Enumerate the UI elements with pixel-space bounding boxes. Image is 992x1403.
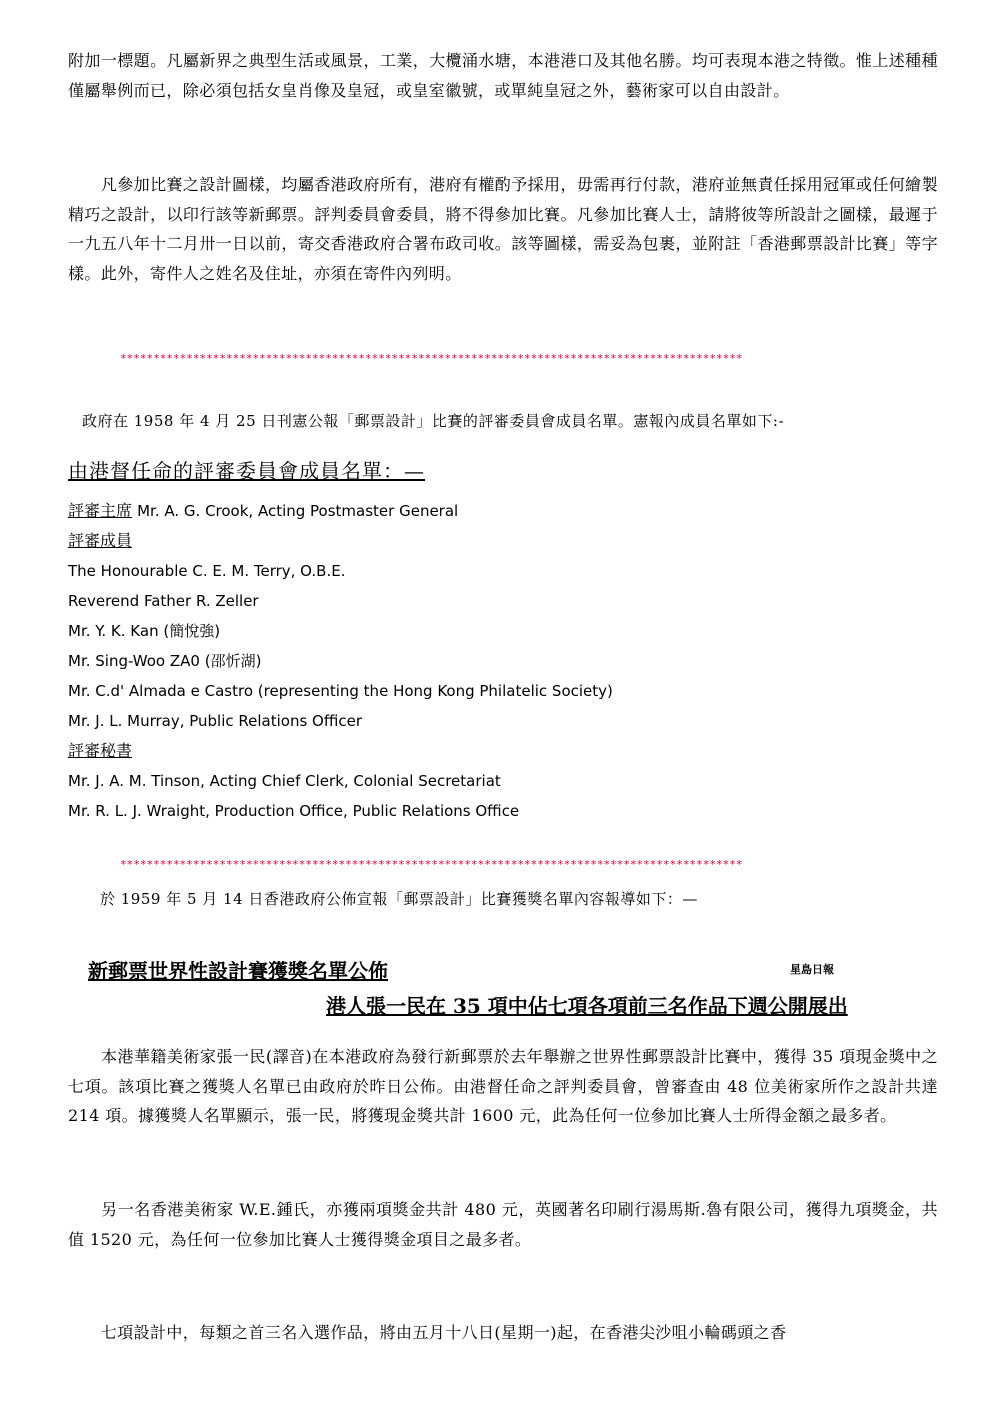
- separator-stars: **********************************************************************************************: [120, 352, 743, 365]
- gazette-1958-notice: 政府在 1958 年 4 月 25 日刊憲公報「郵票設計」比賽的評審委員會成員名單。憲報內成員名單如下:-: [82, 412, 785, 430]
- news-paragraph: 七項設計中，每類之首三名入選作品，將由五月十八日(星期一)起，在香港尖沙咀小輪碼頭之香: [68, 1323, 787, 1342]
- secretary-item: Mr. R. L. J. Wraight, Production Office, Public Relations Office: [68, 802, 520, 820]
- member-item: Mr. C.d' Almada e Castro (representing the Hong Kong Philatelic Society): [68, 682, 613, 700]
- member-item: The Honourable C. E. M. Terry, O.B.E.: [68, 562, 346, 580]
- committee-chair-line: [68, 500, 458, 522]
- separator-stars: **********************************************************************************************: [120, 858, 743, 871]
- news-source: 星島日報: [790, 963, 834, 976]
- paragraph-entry-rules: 凡參加比賽之設計圖樣，均屬香港政府所有，港府有權酌予採用，毋需再行付款，港府並無責任採用冠軍或任何繪製精巧之設計，以印行該等新郵票。評判委員會委員，將不得參加比賽。凡參加比賽人士，請將彼等所設計之圖樣，最遲于一九五八年十二月卅一日以前，寄交香港政府合署布政司收。該等圖樣，需妥為包裹，並附註「香港郵票設計比賽」等字樣。此外，寄件人之姓名及住址，亦須在寄件內列明。: [68, 175, 938, 283]
- gazette-1959-notice: 於 1959 年 5 月 14 日香港政府公佈宣報「郵票設計」比賽獲獎名單內容報導如下：—: [100, 890, 698, 908]
- secretary-label-line: [68, 740, 132, 762]
- news-title: 新郵票世界性設計賽獲獎名單公佈: [88, 959, 388, 983]
- news-paragraph: 本港華籍美術家張一民(譯音)在本港政府為發行新郵票於去年舉辦之世界性郵票設計比賽中，獲得 35 項現金獎中之七項。該項比賽之獲獎人名單已由政府於昨日公佈。由港督任命之評判委員會，曾審查由 48 位美術家所作之設計共達 214 項。據獲獎人名單顯示，張一民，將獲現金獎共計 1600 元，此為任何一位參加比賽人士所得金額之最多者。: [68, 1047, 938, 1125]
- secretary-label: 評審秘書: [68, 741, 133, 760]
- member-item: Mr. Sing-Woo ZA0 (邵忻湖): [68, 652, 262, 670]
- committee-heading: 由港督任命的評審委員會成員名單：—: [68, 459, 425, 483]
- news-subtitle: 港人張一民在 35 項中佔七項各項前三名作品下週公開展出: [326, 994, 848, 1018]
- member-item: Mr. J. L. Murray, Public Relations Officer: [68, 712, 363, 730]
- secretary-item: Mr. J. A. M. Tinson, Acting Chief Clerk, Colonial Secretariat: [68, 772, 501, 790]
- members-label: 評審成員: [68, 531, 133, 550]
- news-paragraph: 另一名香港美術家 W.E.鍾氏，亦獲兩項獎金共計 480 元，英國著名印刷行湯馬斯.魯有限公司，獲得九項獎金，共值 1520 元，為任何一位參加比賽人士獲得獎金項目之最多者。: [68, 1200, 938, 1249]
- member-item: Mr. Y. K. Kan (簡悅強): [68, 622, 221, 640]
- chair-label: 評審主席: [68, 501, 133, 520]
- chair-name: Mr. A. G. Crook, Acting Postmaster General: [137, 502, 459, 520]
- members-label-line: [68, 530, 132, 552]
- member-item: Reverend Father R. Zeller: [68, 592, 259, 610]
- paragraph-design-themes: 附加一標題。凡屬新界之典型生活或風景，工業，大欖涌水塘，本港港口及其他名勝。均可表現本港之特徵。惟上述種種僅屬舉例而已，除必須包括女皇肖像及皇冠，或皇室徽號，或單純皇冠之外，藝術家可以自由設計。: [68, 51, 938, 100]
